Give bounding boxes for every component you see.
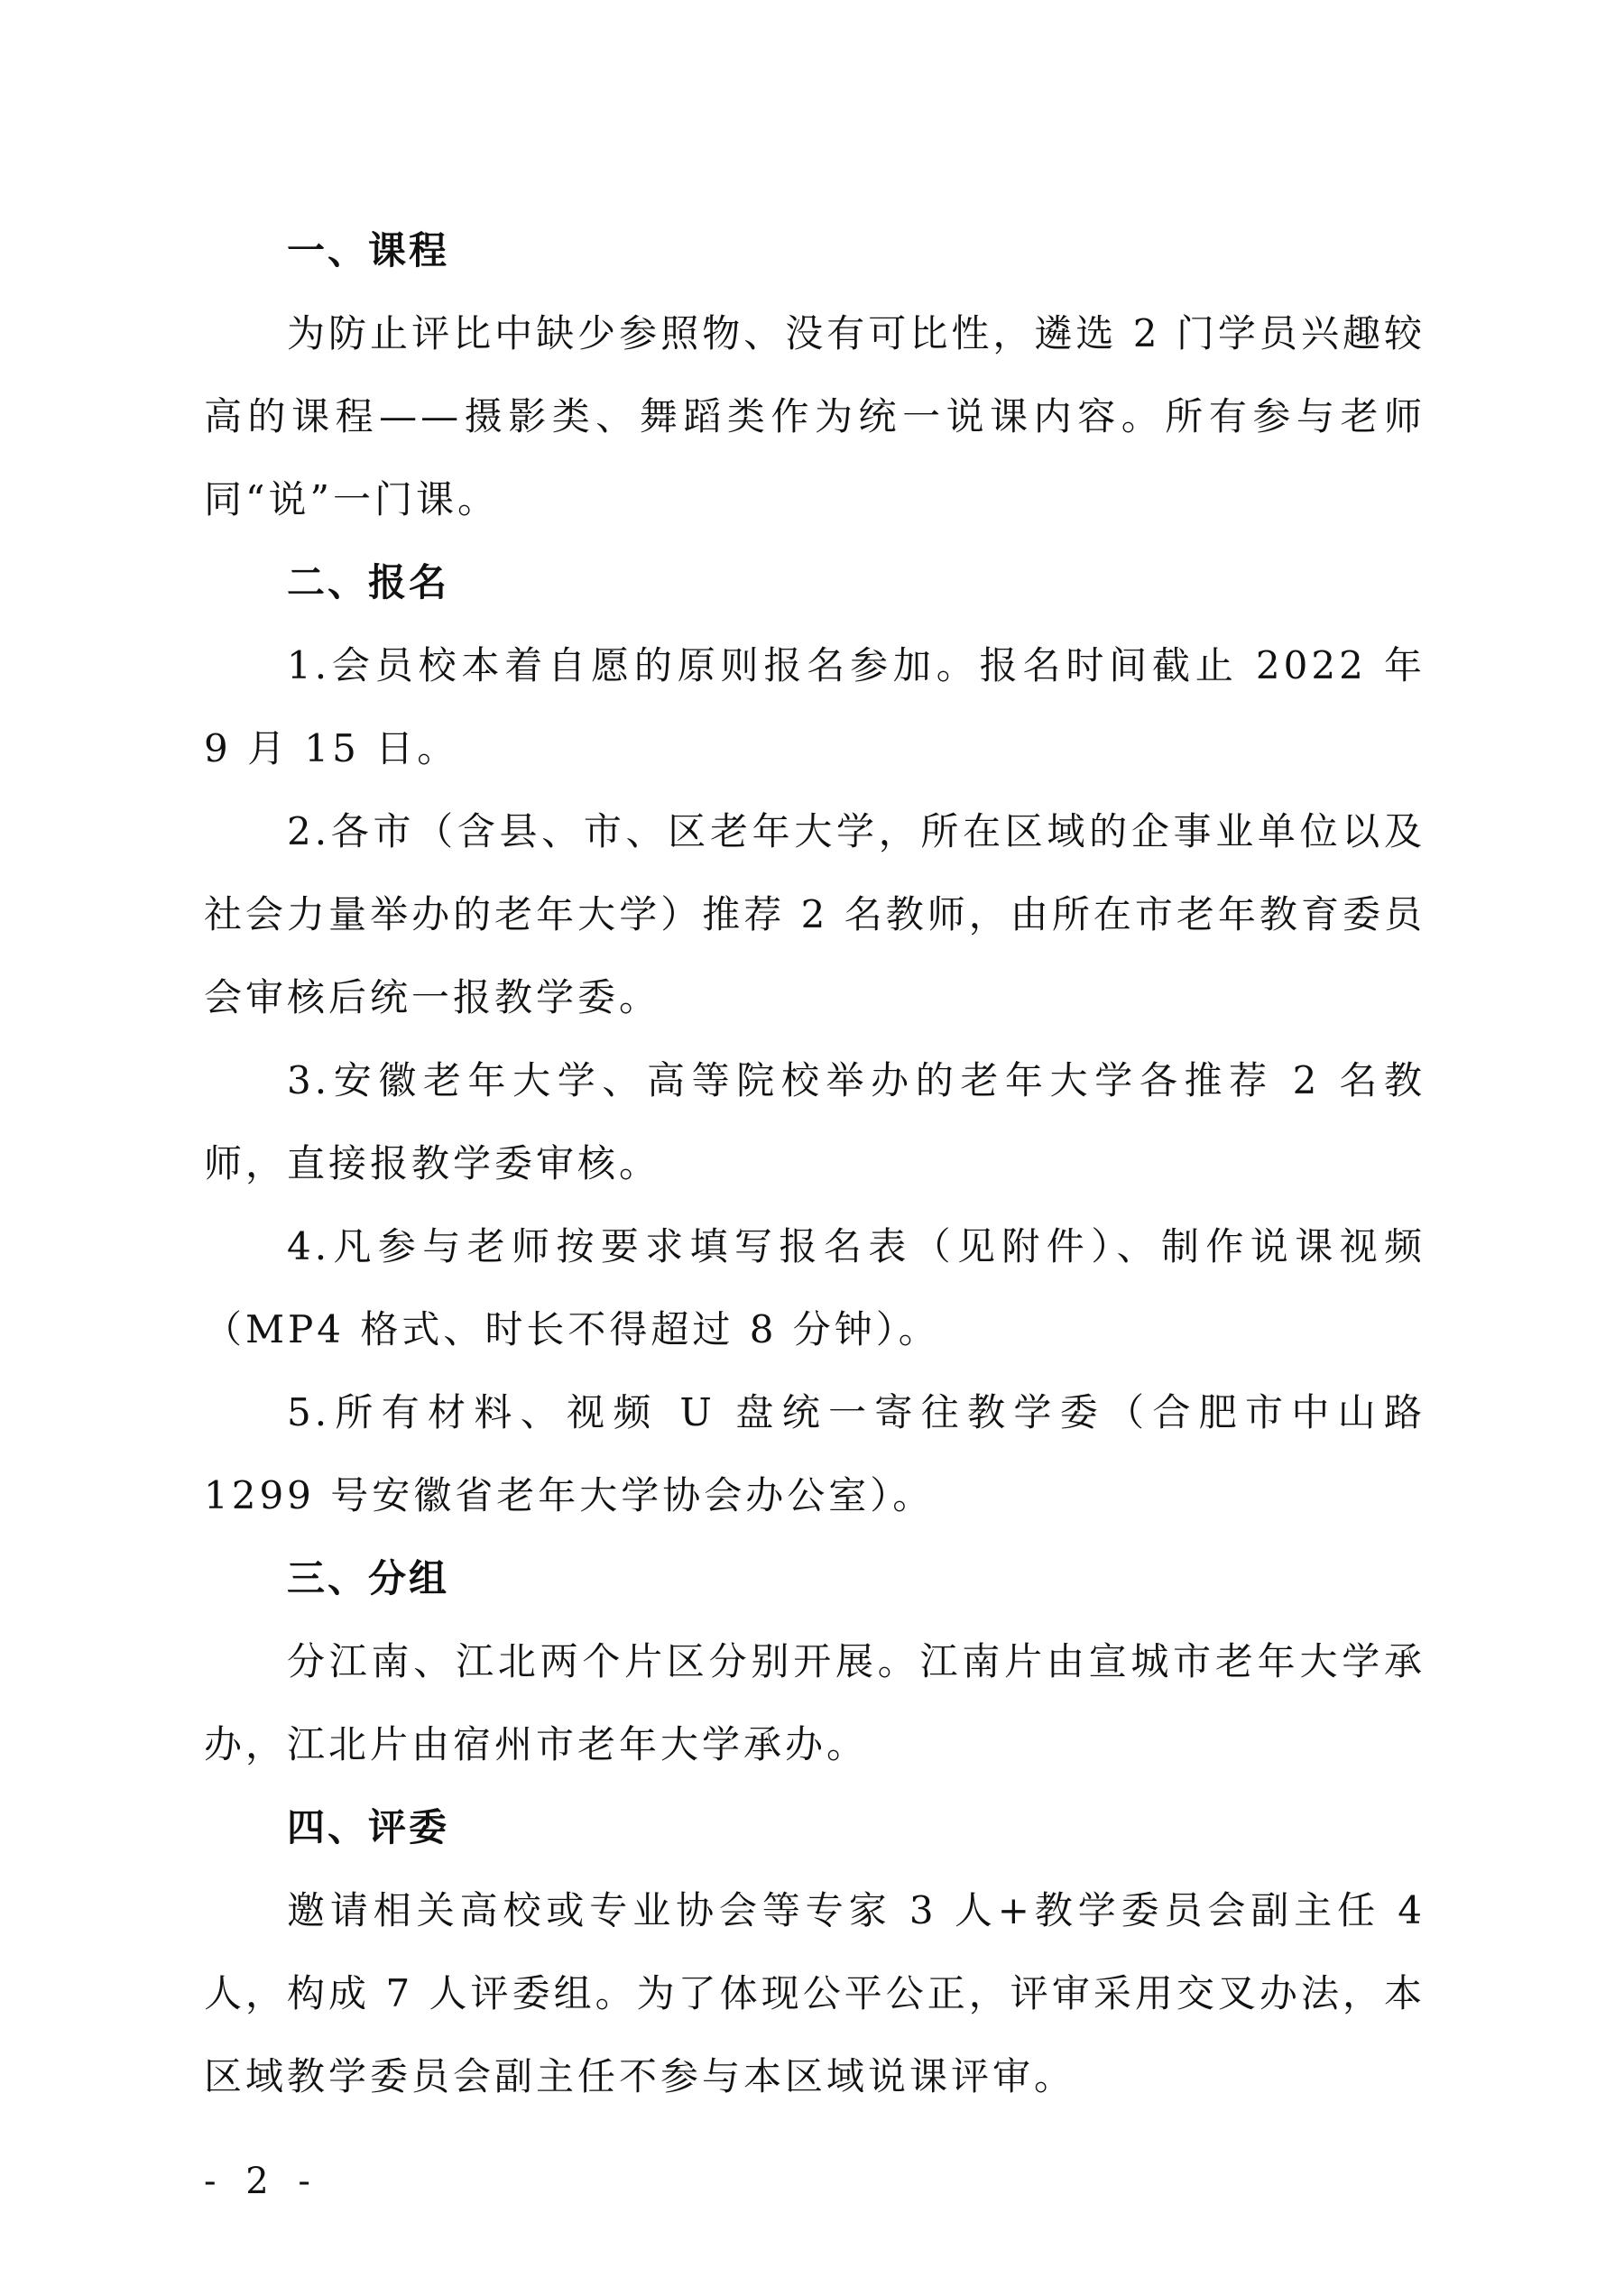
section-heading-courses: 一、课程: [287, 228, 450, 272]
document-body: [204, 209, 1426, 2118]
section-heading-registration: 二、报名: [287, 560, 450, 604]
registration-item-5: 5.所有材料、视频 U 盘统一寄往教学委（合肥市中山路 1299 号安徽省老年大学协会办公室）。: [204, 1390, 1426, 1517]
section-heading-judges: 四、评委: [287, 1805, 450, 1849]
section-heading-grouping: 三、分组: [287, 1556, 450, 1600]
registration-item-4: 4.凡参与老师按要求填写报名表（见附件）、制作说课视频（MP4 格式、时长不得超过 8 分钟）。: [204, 1224, 1426, 1351]
judges-paragraph: 邀请相关高校或专业协会等专家 3 人+教学委员会副主任 4 人，构成 7 人评委组。为了体现公平公正，评审采用交叉办法，本区域教学委员会副主任不参与本区域说课评审。: [204, 1888, 1426, 2098]
registration-item-2: 2.各市（含县、市、区老年大学，所在区域的企事业单位以及社会力量举办的老年大学）推荐 2 名教师，由所在市老年教育委员会审核后统一报教学委。: [204, 809, 1426, 1019]
page-number: - 2 -: [204, 2161, 319, 2202]
registration-item-1: 1.会员校本着自愿的原则报名参加。报名时间截止 2022 年 9 月 15 日。: [204, 643, 1426, 770]
grouping-paragraph: 分江南、江北两个片区分别开展。江南片由宣城市老年大学承办，江北片由宿州市老年大学承办。: [204, 1639, 1426, 1766]
registration-item-3: 3.安徽老年大学、高等院校举办的老年大学各推荐 2 名教师，直接报教学委审核。: [204, 1058, 1426, 1185]
courses-paragraph: 为防止评比中缺少参照物、没有可比性，遴选 2 门学员兴趣较高的课程——摄影类、舞蹈类作为统一说课内容。所有参与老师同“说”一门课。: [204, 311, 1426, 521]
